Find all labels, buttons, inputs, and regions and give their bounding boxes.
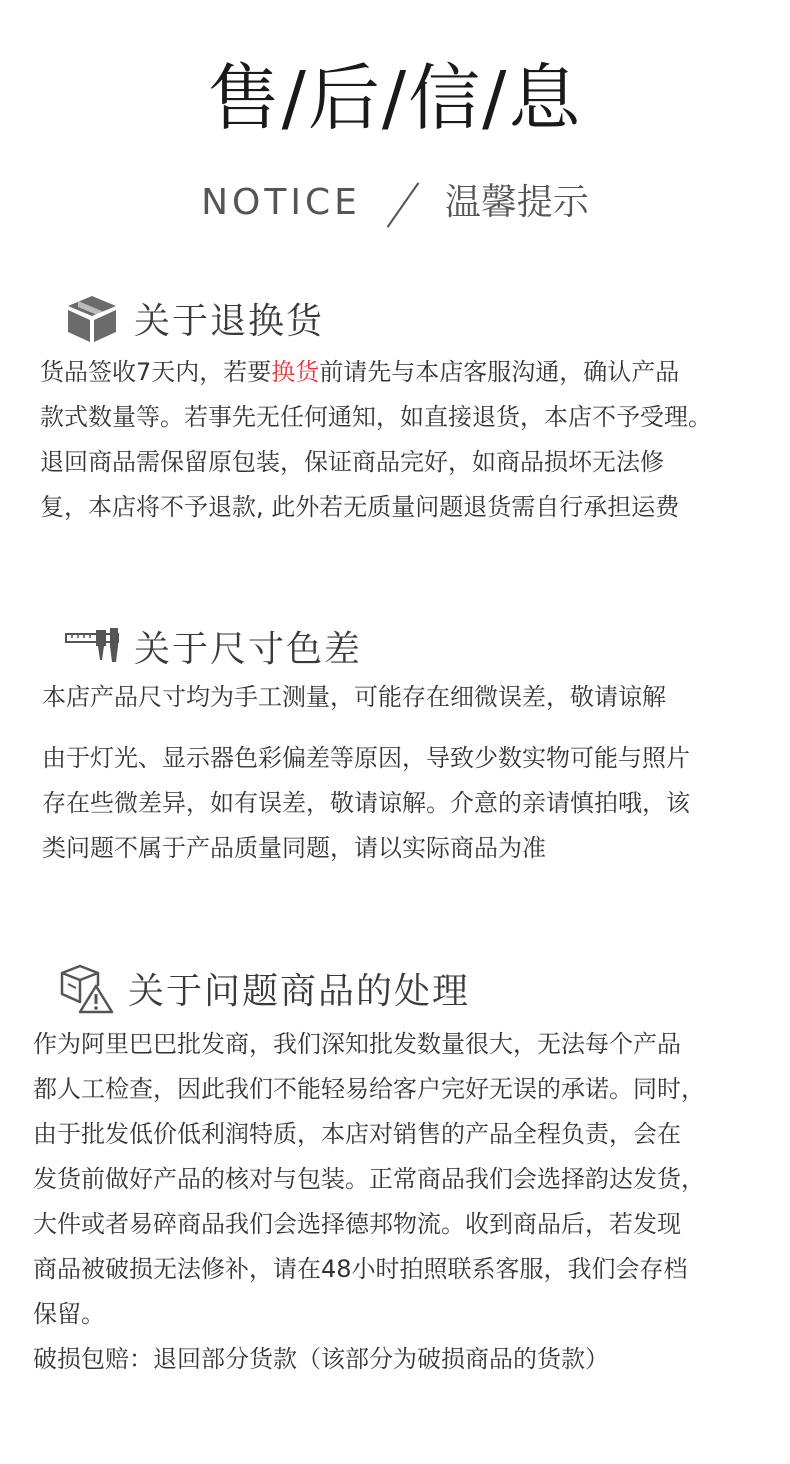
section-heading: 关于退换货 <box>134 300 325 342</box>
text-line: 作为阿里巴巴批发商，我们深知批发数量很大，无法每个产品 <box>33 1030 681 1058</box>
box-icon <box>64 292 120 344</box>
damaged-box-warning-icon <box>58 962 114 1014</box>
text-line: 类问题不属于产品质量同题，请以实际商品为准 <box>42 834 546 862</box>
text-line: 由于灯光、显示器色彩偏差等原因，导致少数实物可能与照片 <box>42 744 690 772</box>
page-title: 售/后/信/息 <box>207 56 583 140</box>
text-line: 货品签收7天内，若要换货前请先与本店客服沟通，确认产品 <box>40 358 680 386</box>
text-line: 款式数量等。若事先无任何通知，如直接退货，本店不予受理。 <box>40 403 712 431</box>
text-line: 都人工检查，因此我们不能轻易给客户完好无误的承诺。同时， <box>33 1075 705 1103</box>
section-size-body-1 <box>42 675 666 720</box>
notice-subtitle <box>0 174 790 226</box>
section-returns-body <box>40 350 712 530</box>
section-heading: 关于问题商品的处理 <box>128 970 471 1012</box>
text-line: 商品被破损无法修补，请在48小时拍照联系客服，我们会存档 <box>33 1255 688 1283</box>
text-line: 复，本店将不予退款, 此外若无质量问题退货需自行承担运费 <box>40 493 680 521</box>
section-issues-heading <box>58 962 470 1014</box>
notice-cn: 温馨提示 <box>444 182 589 223</box>
text-line: 本店产品尺寸均为手工测量，可能存在细微误差，敬请谅解 <box>42 683 666 711</box>
section-size-heading <box>64 620 362 672</box>
text-line: 大件或者易碎商品我们会选择德邦物流。收到商品后，若发现 <box>33 1210 681 1238</box>
section-size-body-2 <box>42 736 690 871</box>
text-line: 由于批发低价低利润特质，本店对销售的产品全程负责，会在 <box>33 1120 681 1148</box>
section-returns-heading <box>64 292 324 344</box>
caliper-icon <box>64 620 120 672</box>
notice-en: NOTICE <box>201 182 361 223</box>
text-line: 存在些微差异，如有误差，敬请谅解。介意的亲请慎拍哦，该 <box>42 789 690 817</box>
text-line: 发货前做好产品的核对与包装。正常商品我们会选择韵达发货， <box>33 1165 705 1193</box>
highlight-exchange: 换货 <box>271 358 320 386</box>
text-line: 保留。 <box>33 1300 105 1328</box>
text-line: 破损包赔：退回部分货款（该部分为破损商品的货款） <box>33 1345 609 1373</box>
slash-divider <box>383 182 423 226</box>
section-issues-body <box>33 1022 705 1382</box>
section-heading: 关于尺寸色差 <box>134 628 363 670</box>
text-line: 退回商品需保留原包装，保证商品完好，如商品损坏无法修 <box>40 448 664 476</box>
